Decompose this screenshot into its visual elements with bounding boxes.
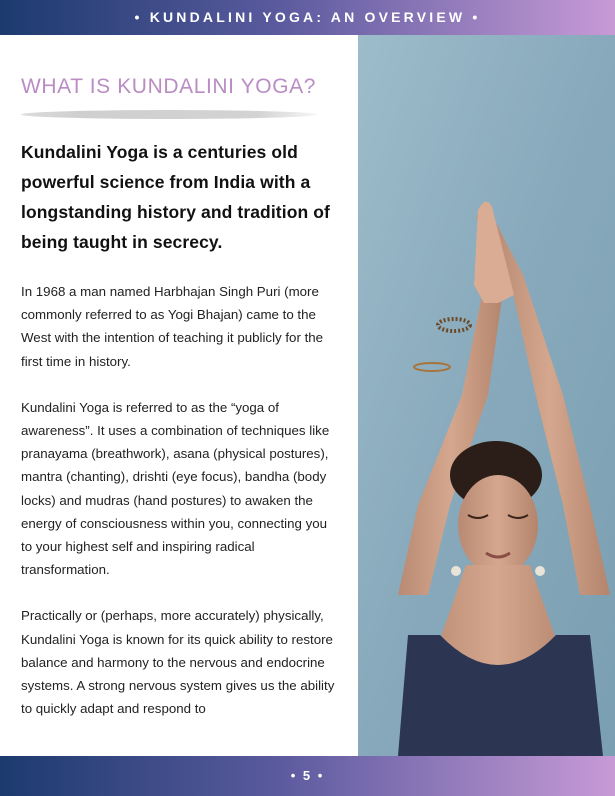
text-column: [21, 35, 341, 720]
body-paragraph-3: Practically or (perhaps, more accurately) physically, Kundalini Yoga is known for its quick ability to restore balance and harmony to the nervous and endocrine systems. A strong nervous system gives us the ability to quickly adapt and respond to: [21, 608, 335, 717]
lead-paragraph: Kundalini Yoga is a centuries old powerful science from India with a longstanding history and tradition of being taught in secrecy.: [21, 142, 330, 252]
brush-stroke-divider: [21, 110, 317, 119]
body-paragraph-1: In 1968 a man named Harbhajan Singh Puri (more commonly referred to as Yogi Bhajan) came to the West with the intention of teaching it publicly for the first time in history.: [21, 284, 324, 369]
footer-bar: [0, 756, 615, 796]
yoga-pose-photo: [358, 35, 615, 756]
face: [458, 475, 538, 575]
earring-left: [451, 566, 461, 576]
section-title: WHAT IS KUNDALINI YOGA?: [21, 75, 317, 98]
page-number: • 5 •: [290, 768, 325, 783]
earring-right: [535, 566, 545, 576]
header-title: • KUNDALINI YOGA: AN OVERVIEW •: [134, 9, 481, 25]
body-paragraph-2: Kundalini Yoga is referred to as the “yoga of awareness”. It uses a combination of techniques like pranayama (breathwork), asana (physical postures), mantra (chanting), drishti (eye focus), bandha (body locks) and mudras (hand postures) to awaken the energy of consciousness within you, connecting you to your highest self and inspiring radical transformation.: [21, 399, 330, 578]
header-bar: [0, 0, 615, 35]
